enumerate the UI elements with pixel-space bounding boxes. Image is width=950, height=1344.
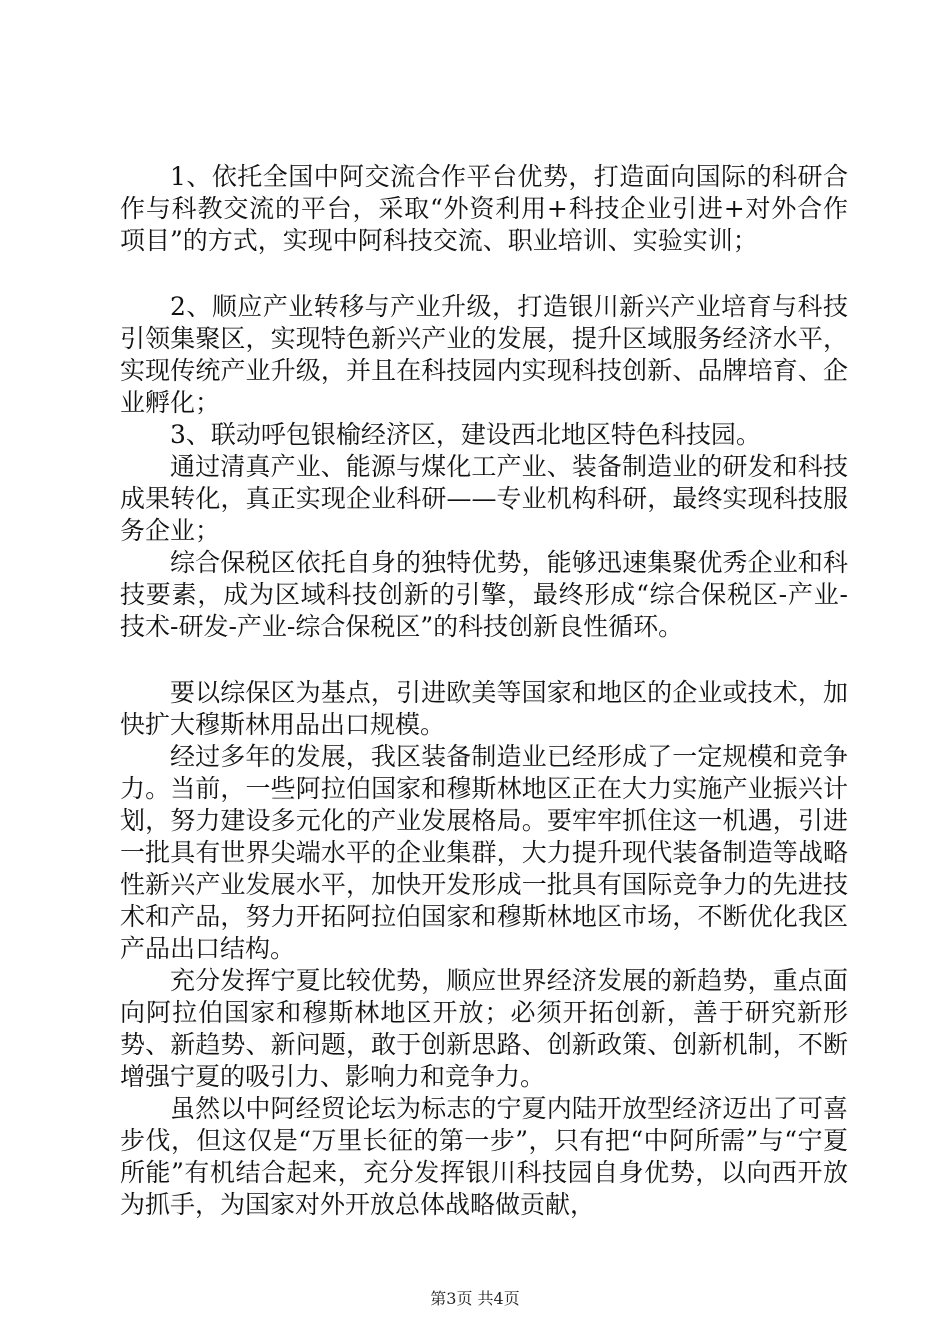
- paragraph-3: 3、联动呼包银榆经济区，建设西北地区特色科技园。: [170, 420, 761, 449]
- paragraph-8: 充分发挥宁夏比较优势，顺应世界经济发展的新趋势，重点面向阿拉伯国家和穆斯林地区开放；必须开拓创新，善于研究新形势、新趋势、新问题，敢于创新思路、创新政策、创新机制，不断增强宁夏的吸引力、影响力和竞争力。: [120, 966, 848, 1091]
- document-body: [120, 161, 848, 1221]
- paragraph-gap: [120, 643, 848, 677]
- paragraph-5: 综合保税区依托自身的独特优势，能够迅速集聚优秀企业和科技要素，成为区域科技创新的引擎，最终形成“综合保税区-产业-技术-研发-产业-综合保税区”的科技创新良性循环。: [120, 548, 848, 641]
- page-number-footer: 第3页 共4页: [430, 1289, 520, 1308]
- paragraph-6: 要以综保区为基点，引进欧美等国家和地区的企业或技术，加快扩大穆斯林用品出口规模。: [120, 678, 848, 739]
- paragraph-2: 2、顺应产业转移与产业升级，打造银川新兴产业培育与科技引领集聚区，实现特色新兴产业的发展，提升区域服务经济水平，实现传统产业升级，并且在科技园内实现科技创新、品牌培育、企业孵化；: [120, 292, 848, 417]
- paragraph-4: 通过清真产业、能源与煤化工产业、装备制造业的研发和科技成果转化，真正实现企业科研——专业机构科研，最终实现科技服务企业；: [120, 452, 848, 545]
- paragraph-9: 虽然以中阿经贸论坛为标志的宁夏内陆开放型经济迈出了可喜步伐，但这仅是“万里长征的第一步”，只有把“中阿所需”与“宁夏所能”有机结合起来，充分发挥银川科技园自身优势，以向西开放为抓手，为国家对外开放总体战略做贡献，: [120, 1094, 848, 1219]
- paragraph-7: 经过多年的发展，我区装备制造业已经形成了一定规模和竞争力。当前，一些阿拉伯国家和穆斯林地区正在大力实施产业振兴计划，努力建设多元化的产业发展格局。要牢牢抓住这一机遇，引进一批具有世界尖端水平的企业集群，大力提升现代装备制造等战略性新兴产业发展水平，加快开发形成一批具有国际竞争力的先进技术和产品，努力开拓阿拉伯国家和穆斯林地区市场，不断优化我区产品出口结构。: [120, 742, 848, 963]
- paragraph-gap: [120, 257, 848, 291]
- paragraph-1: 1、依托全国中阿交流合作平台优势，打造面向国际的科研合作与科教交流的平台，采取“外资利用+科技企业引进+对外合作项目”的方式，实现中阿科技交流、职业培训、实验实训；: [120, 162, 848, 255]
